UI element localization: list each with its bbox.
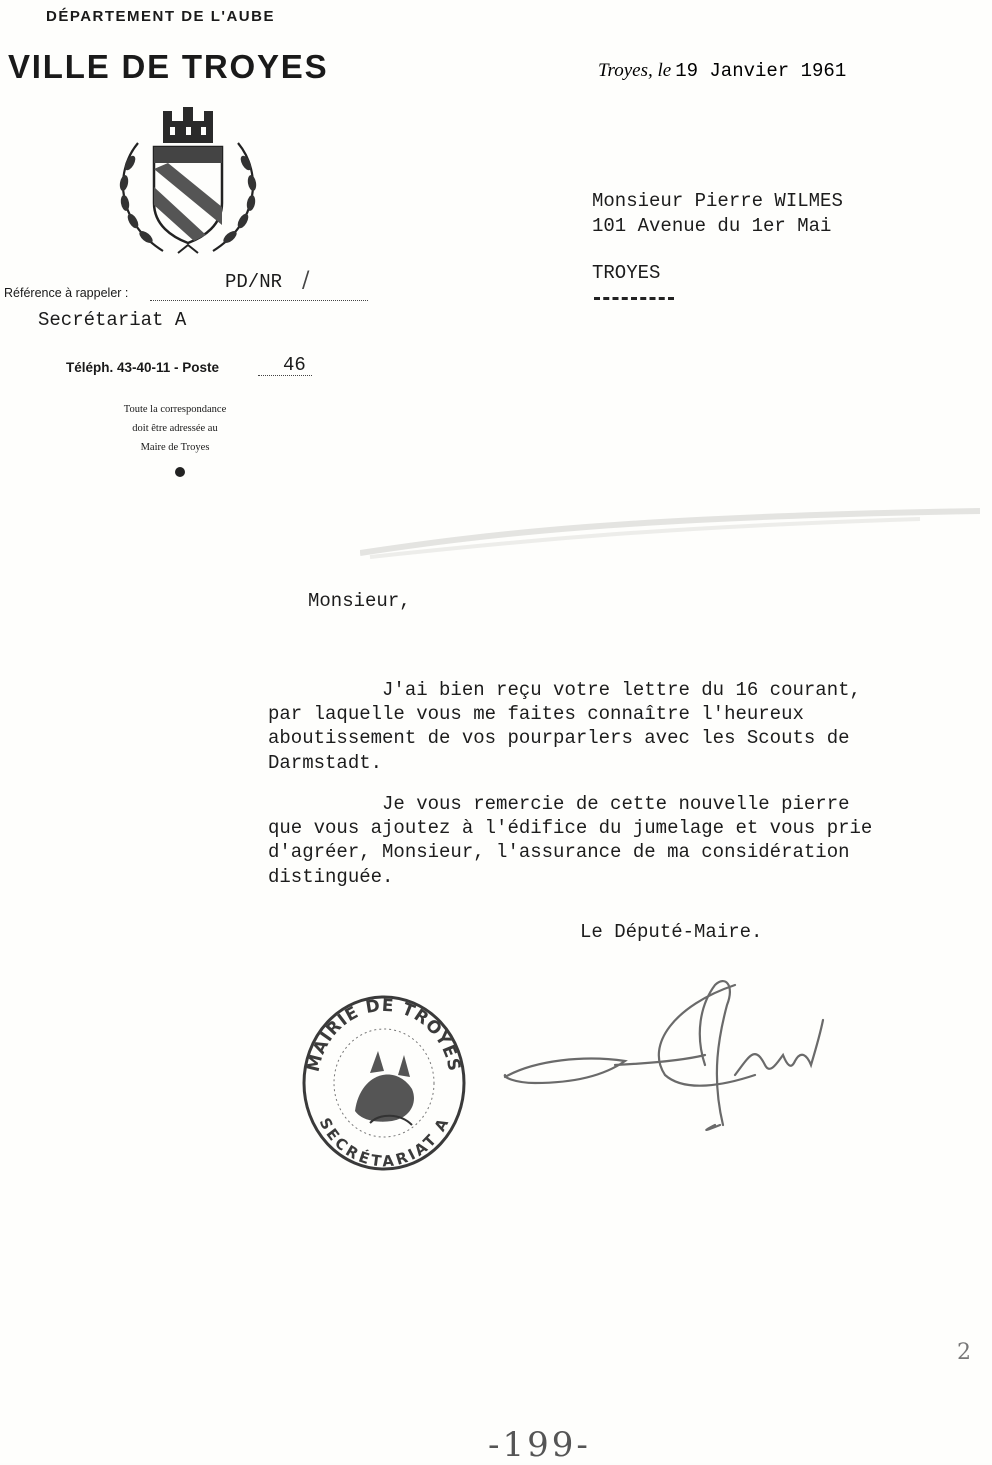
footer-page-number: -199- xyxy=(488,1425,591,1465)
recipient-street: 101 Avenue du 1er Mai xyxy=(592,215,832,237)
department-heading: DÉPARTEMENT DE L'AUBE xyxy=(46,8,275,25)
handwritten-signature xyxy=(495,965,840,1135)
phone-extension: 46 xyxy=(283,354,306,376)
recipient-city: TROYES xyxy=(592,262,661,284)
paper-smudge xyxy=(360,505,980,565)
salutation: Monsieur, xyxy=(308,590,411,612)
margin-number: 2 xyxy=(957,1340,971,1365)
reference-handwritten-mark: / xyxy=(302,268,310,293)
stamp-top-text: MAIRIE DE TROYES xyxy=(303,995,465,1074)
correspondence-note xyxy=(100,400,250,457)
correspondence-note-line: Maire de Troyes xyxy=(140,442,210,453)
recipient-city-underline xyxy=(594,297,674,300)
signatory-title: Le Député-Maire. xyxy=(580,921,763,943)
reference-label: Référence à rappeler : xyxy=(4,286,129,300)
date-place: Troyes, le xyxy=(598,60,672,81)
svg-text:SECRÉTARIAT A xyxy=(316,1115,453,1171)
city-heading: VILLE DE TROYES xyxy=(8,48,329,85)
correspondence-note-line: Toute la correspondance xyxy=(123,404,227,415)
body-paragraph-2: Je vous remercie de cette nouvelle pierre que vous ajoutez à l'édifice du jumelage et vous prie d'agréer, Monsieur, l'assurance de ma considération distinguée. xyxy=(268,793,873,888)
coat-of-arms-icon xyxy=(108,103,268,261)
body-paragraph-1: J'ai bien reçu votre lettre du 16 courant, par laquelle vous me faites connaître l'heureux aboutissement de vos pourparlers avec les Scouts de Darmstadt. xyxy=(268,679,861,774)
reference-value: PD/NR xyxy=(225,271,283,293)
bullet-dot xyxy=(175,467,185,477)
svg-text:MAIRIE DE TROYES xyxy=(304,996,465,1074)
stamp-bottom-text: SECRÉTARIAT A xyxy=(315,1114,453,1171)
correspondence-note-line: doit être adressée au xyxy=(132,423,218,434)
date-value: 19 Janvier 1961 xyxy=(675,60,847,82)
dateline xyxy=(598,60,846,82)
reference-dotted-line xyxy=(150,300,368,301)
official-stamp xyxy=(300,993,468,1173)
phone-label: Téléph. 43-40-11 - Poste xyxy=(66,360,220,375)
service-name: Secrétariat A xyxy=(38,309,187,331)
recipient-name: Monsieur Pierre WILMES xyxy=(592,190,843,212)
